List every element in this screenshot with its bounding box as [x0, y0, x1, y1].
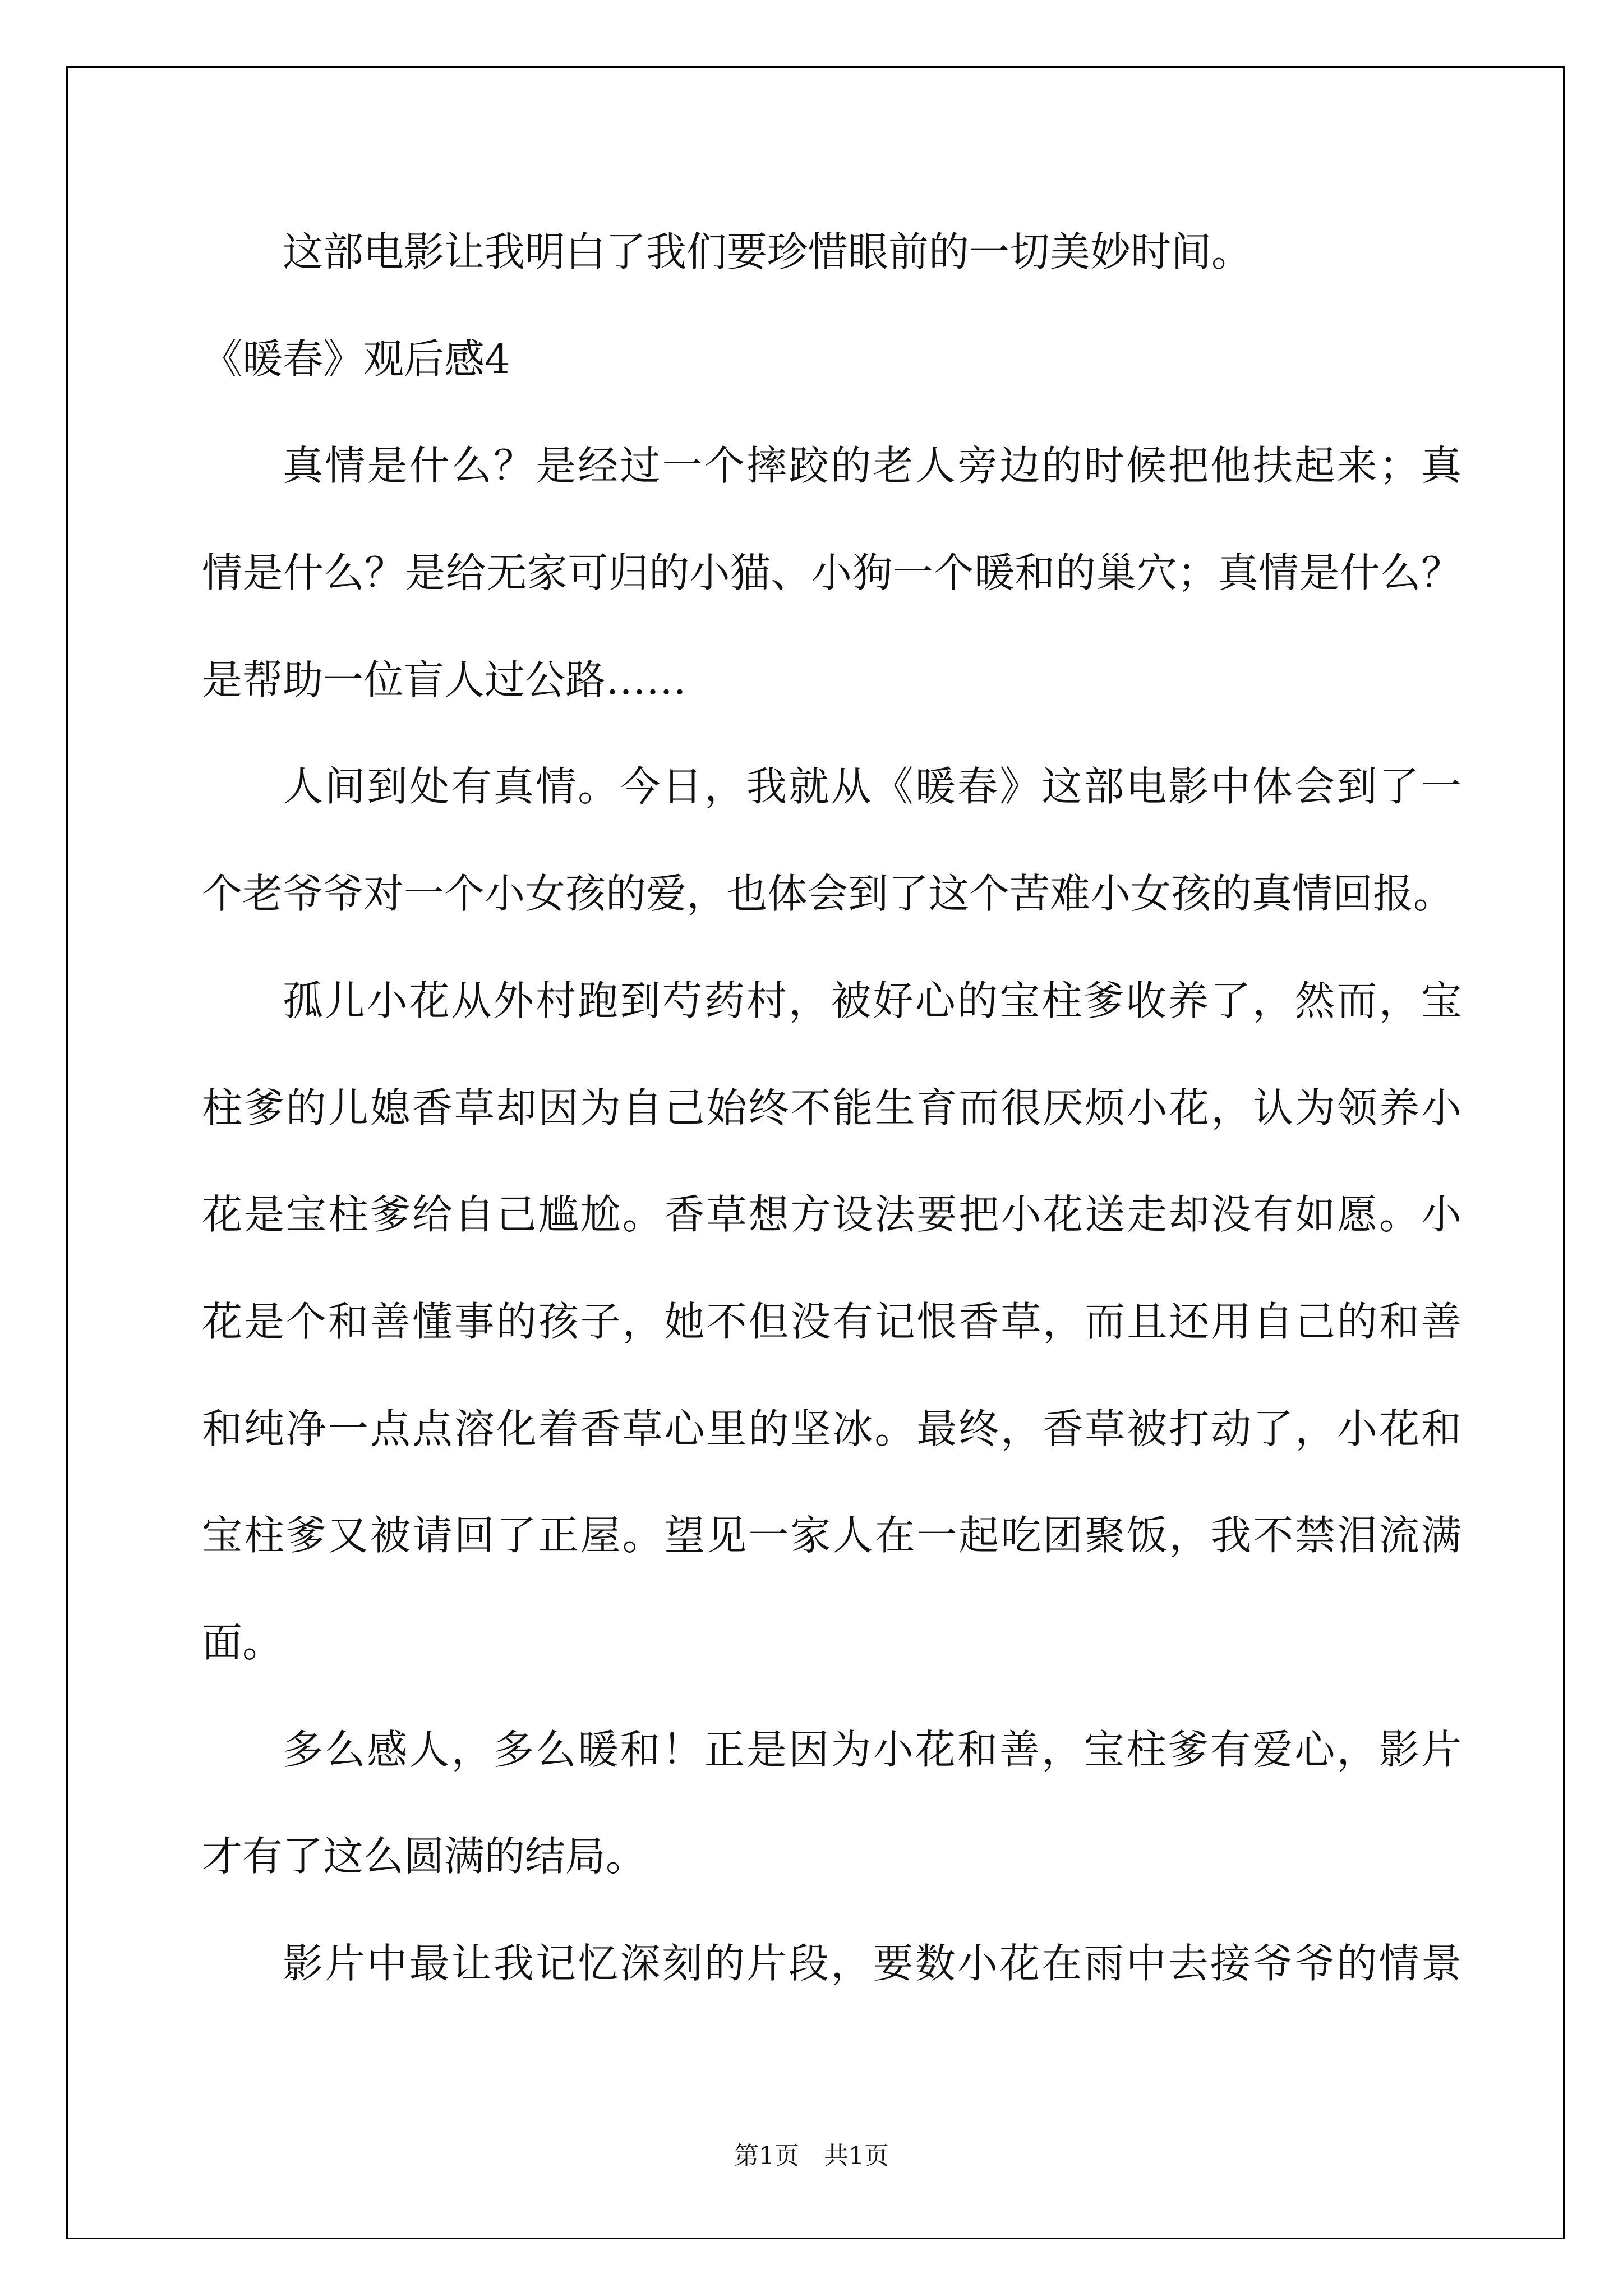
opening-paragraph: [202, 199, 1461, 306]
text-line: 人间到处有真情。今日，我就从《暖春》这部电影中体会到了一: [283, 763, 1461, 811]
text-line: 花是个和善懂事的孩子，她不但没有记恨香草，而且还用自己的和善: [202, 1297, 1461, 1345]
text-line: 是帮助一位盲人过公路……: [202, 656, 687, 703]
text-line: 这部电影让我明白了我们要珍惜眼前的一切美妙时间。: [283, 228, 1252, 275]
text-line: 影片中最让我记忆深刻的片段，要数小花在雨中去接爷爷的情景: [283, 1940, 1461, 1987]
text-line: 情是什么？是给无家可归的小猫、小狗一个暖和的巢穴；真情是什么？: [202, 549, 1461, 597]
text-line: 柱爹的儿媳香草却因为自己始终不能生育而很厌烦小花，认为领养小: [202, 1084, 1461, 1131]
paragraph: [202, 1910, 1461, 2017]
text-line: 个老爷爷对一个小女孩的爱，也体会到了这个苦难小女孩的真情回报。: [202, 870, 1454, 918]
paragraph: [202, 1696, 1461, 1910]
text-line: 和纯净一点点溶化着香草心里的坚冰。最终，香草被打动了，小花和: [202, 1405, 1461, 1452]
section-heading: 《暖春》观后感4: [202, 335, 510, 383]
text-line: 才有了这么圆满的结局。: [202, 1833, 647, 1880]
text-line: 多么感人，多么暖和！正是因为小花和善，宝柱爹有爱心，影片: [283, 1726, 1461, 1773]
document-body: [202, 199, 1461, 2017]
page-footer: 第1页 共1页: [734, 2142, 889, 2170]
text-line: 花是宝柱爹给自己尴尬。香草想方设法要把小花送走却没有如愿。小: [202, 1191, 1461, 1239]
paragraph: [202, 947, 1461, 1696]
paragraph: [202, 412, 1461, 733]
text-line: 孤儿小花从外村跑到芍药村，被好心的宝柱爹收养了，然而，宝: [283, 977, 1461, 1024]
paragraph: [202, 733, 1461, 947]
text-line: 面。: [202, 1618, 283, 1666]
text-line: 宝柱爹又被请回了正屋。望见一家人在一起吃团聚饭，我不禁泪流满: [202, 1512, 1461, 1559]
text-line: 真情是什么？是经过一个摔跤的老人旁边的时候把他扶起来；真: [283, 442, 1461, 490]
